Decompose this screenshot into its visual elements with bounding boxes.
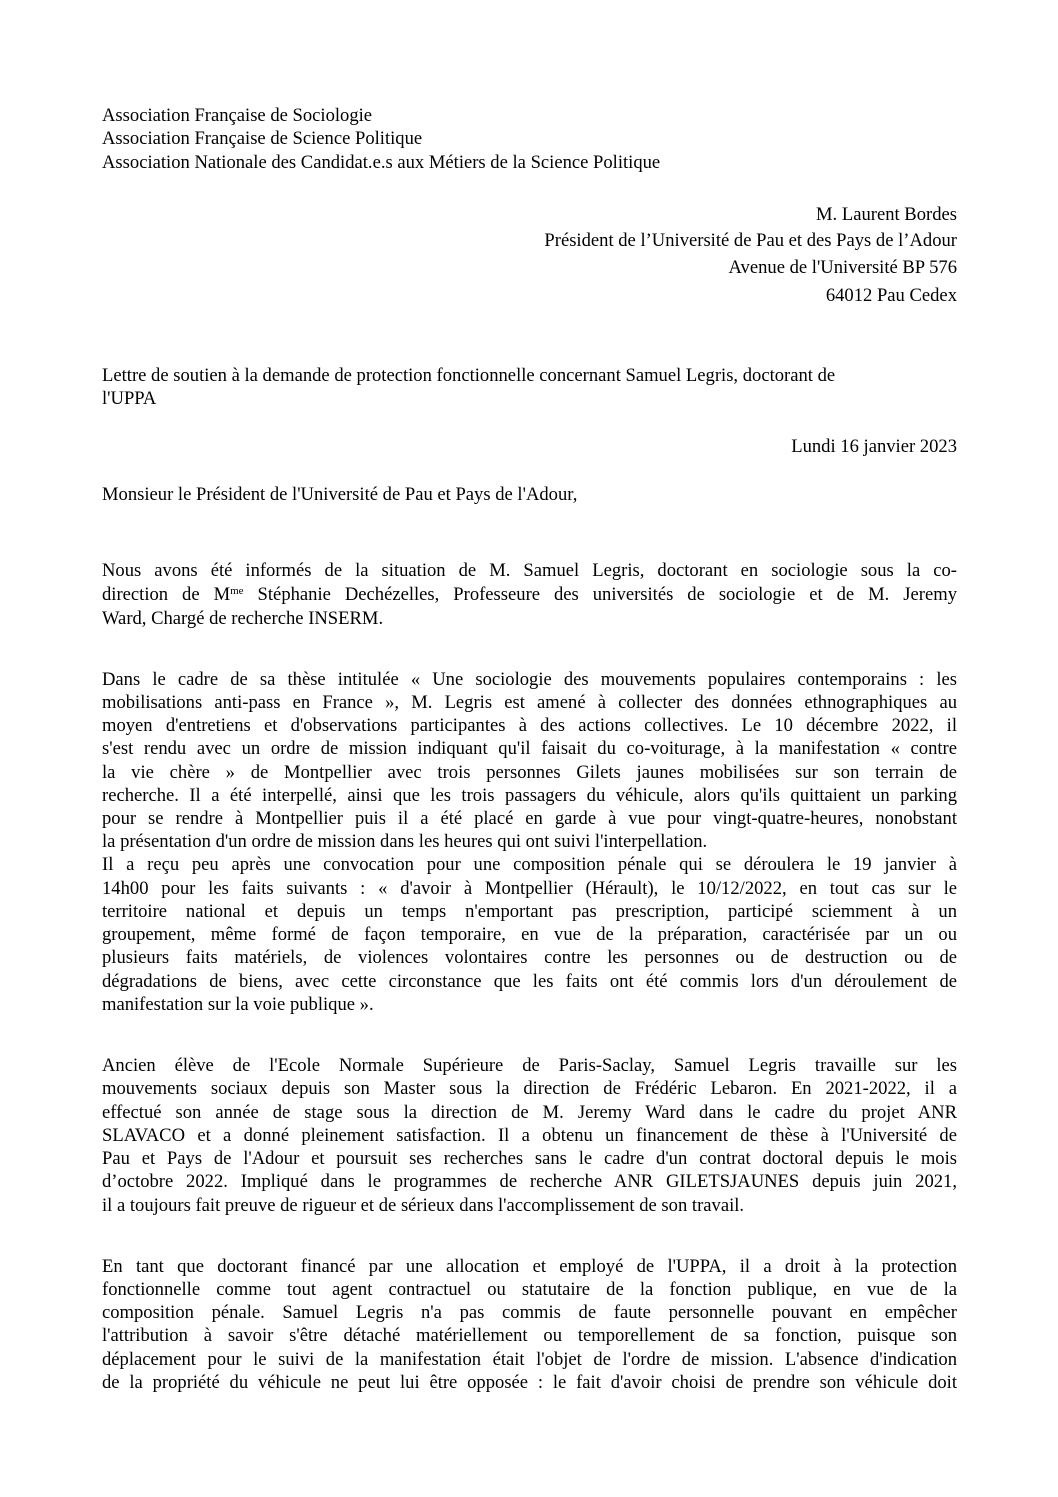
p3-line: manifestation sur la voie publique ». bbox=[102, 994, 374, 1015]
subject-line-1: Lettre de soutien à la demande de protection fonctionnelle concernant Samuel Legris, doctorant de bbox=[102, 365, 836, 386]
letter-date: Lundi 16 janvier 2023 bbox=[791, 436, 957, 457]
p2-line: mobilisations anti-pass en France », M. Legris est amené à collecter des données ethnographiques au bbox=[102, 692, 957, 713]
p2-line: moyen d'entretiens et d'observations participantes à des actions collectives. Le 10 décembre 2022, il bbox=[102, 715, 957, 736]
subject-line-2: l'UPPA bbox=[102, 388, 157, 409]
p3-line: territoire national et depuis un temps n'emportant pas prescription, participé sciemment à un bbox=[102, 901, 957, 922]
p3-line: dégradations de biens, avec cette circonstance que les faits ont été commis lors d'un déroulement de bbox=[102, 971, 957, 992]
sender-afsp: Association Française de Science Politique bbox=[102, 128, 423, 149]
p4-line: mouvements sociaux depuis son Master sous la direction de Frédéric Lebaron. En 2021-2022, il a bbox=[102, 1078, 957, 1099]
p4-line: Pau et Pays de l'Adour et poursuit ses recherches sans le cadre d'un contrat doctoral depuis le mois bbox=[102, 1148, 957, 1169]
p2-line: recherche. Il a été interpellé, ainsi que les trois passagers du véhicule, alors qu'ils quittaient un parking bbox=[102, 785, 957, 806]
p3-line: groupement, même formé de façon temporaire, en vue de la préparation, caractérisée par un ou bbox=[102, 924, 957, 945]
sender-afs: Association Française de Sociologie bbox=[102, 105, 373, 126]
p1-text: direction de M bbox=[102, 584, 231, 605]
p4-line: Ancien élève de l'Ecole Normale Supérieure de Paris-Saclay, Samuel Legris travaille sur les bbox=[102, 1055, 957, 1076]
p1-line: Ward, Chargé de recherche INSERM. bbox=[102, 608, 384, 629]
p4-line: d’octobre 2022. Impliqué dans le programmes de recherche ANR GILETSJAUNES depuis juin 2021, bbox=[102, 1171, 957, 1192]
p1-line: Nous avons été informés de la situation de M. Samuel Legris, doctorant en sociologie sous la co- bbox=[102, 560, 957, 581]
p4-line: SLAVACO et a donné pleinement satisfaction. Il a obtenu un financement de thèse à l'Université de bbox=[102, 1125, 957, 1146]
recipient-title: Président de l’Université de Pau et des Pays de l’Adour bbox=[544, 230, 957, 251]
superscript-me: me bbox=[230, 585, 244, 597]
p5-line: composition pénale. Samuel Legris n'a pas commis de faute personnelle pouvant en empêcher bbox=[102, 1302, 957, 1323]
p5-line: l'attribution à savoir s'être détaché matériellement ou temporellement de sa fonction, puisque son bbox=[102, 1325, 957, 1346]
sender-ancmsp: Association Nationale des Candidat.e.s aux Métiers de la Science Politique bbox=[102, 152, 661, 173]
p5-line: déplacement pour le suivi de la manifestation était l'objet de l'ordre de mission. L'absence d'indication bbox=[102, 1349, 957, 1370]
recipient-address: Avenue de l'Université BP 576 bbox=[728, 257, 957, 278]
p3-line: plusieurs faits matériels, de violences volontaires contre les personnes ou de destruction ou de bbox=[102, 947, 957, 968]
p4-line: il a toujours fait preuve de rigueur et de sérieux dans l'accomplissement de son travail. bbox=[102, 1195, 745, 1216]
p3-line: Il a reçu peu après une convocation pour une composition pénale qui se déroulera le 19 janvier à bbox=[102, 854, 957, 875]
p2-line: la présentation d'un ordre de mission dans les heures qui ont suivi l'interpellation. bbox=[102, 831, 708, 852]
p5-line: En tant que doctorant financé par une allocation et employé de l'UPPA, il a droit à la protection bbox=[102, 1256, 957, 1277]
p4-line: effectué son année de stage sous la direction de M. Jeremy Ward dans le cadre du projet ANR bbox=[102, 1102, 957, 1123]
recipient-city: 64012 Pau Cedex bbox=[825, 285, 957, 306]
p5-line: de la propriété du véhicule ne peut lui être opposée : le fait d'avoir choisi de prendre son véhicule doit bbox=[102, 1372, 957, 1393]
recipient-name: M. Laurent Bordes bbox=[816, 204, 957, 225]
p3-line: 14h00 pour les faits suivants : « d'avoir à Montpellier (Hérault), le 10/12/2022, en tout cas sur le bbox=[102, 878, 957, 899]
p2-line: pour se rendre à Montpellier puis il a été placé en garde à vue pour vingt-quatre-heures, nonobstant bbox=[102, 808, 957, 829]
salutation: Monsieur le Président de l'Université de Pau et Pays de l'Adour, bbox=[102, 484, 578, 505]
p2-line: la vie chère » de Montpellier avec trois personnes Gilets jaunes mobilisées sur son terrain de bbox=[102, 762, 957, 783]
p2-line: Dans le cadre de sa thèse intitulée « Une sociologie des mouvements populaires contemporains : les bbox=[102, 669, 957, 690]
p5-line: fonctionnelle comme tout agent contractuel ou statutaire de la fonction publique, en vue de la bbox=[102, 1279, 957, 1300]
p1-text: Stéphanie Dechézelles, Professeure des universités de sociologie et de M. Jeremy bbox=[243, 584, 957, 605]
p1-line bbox=[102, 583, 957, 606]
p2-line: s'est rendu avec un ordre de mission indiquant qu'il faisait du co-voiturage, à la manifestation « contre bbox=[102, 738, 957, 759]
